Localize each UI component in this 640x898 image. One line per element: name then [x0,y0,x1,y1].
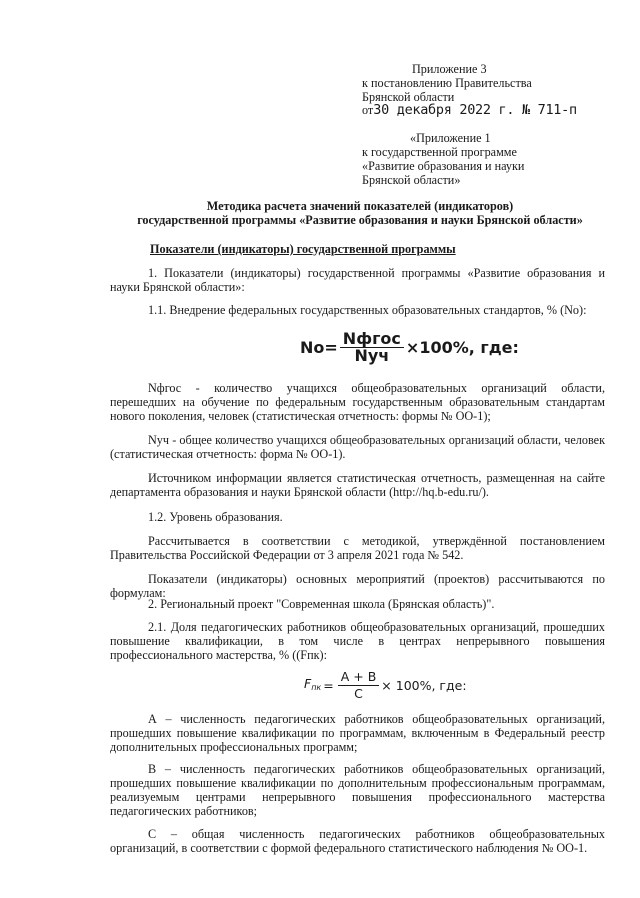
appendix1-line4: Брянской области» [362,173,461,187]
formula-fpk-numerator: A + B [338,670,380,686]
formula-fpk-lhs: $F_{пк}$ [304,675,322,692]
header-line-resolution: к постановлению Правительства [362,76,532,90]
formula-fpk-denominator: C [354,686,363,701]
doc-title-line2: государственной программы «Развитие образования и науки Брянской области» [137,213,583,227]
paragraph-nuch: Nуч - общее количество учащихся общеобразовательных организаций области, человек (статистическая отчетность: форма № ОО-1). [110,433,605,461]
paragraph-source: Источником информации является статистическая отчетность, размещенная на сайте департамента образования и науки Брянской области (http://hq.b-edu.ru/). [110,471,605,499]
appendix-number: Приложение 3 [412,62,487,76]
formula-fpk [304,670,467,701]
appendix1-title: «Приложение 1 [410,131,491,145]
formula-fpk-equals: = [323,677,334,693]
formula-fpk-rhs: × 100%, где: [381,677,467,693]
formula-no-numerator: Nфгос [340,332,404,348]
definition-b: В – численность педагогических работников общеобразовательных организаций, прошедших повышение квалификации по дополнительным профессиональным программам, реализуемым центрами непрерывного повышения профессионального мастерства педагогических работников; [110,762,605,818]
paragraph-1-1: 1.1. Внедрение федеральных государственных образовательных стандартов, % (No): [148,303,587,317]
section-heading: Показатели (индикаторы) государственной программы [150,242,456,256]
definition-c: С – общая численность педагогических работников общеобразовательных организаций, в соответствии с формой федерального статистического наблюдения № ОО-1. [110,827,605,855]
definition-a: А – численность педагогических работников общеобразовательных организаций, прошедших повышение квалификации по программам, включенным в Федеральный реестр дополнительных профессиональных программ; [110,712,605,754]
appendix1-line2: к государственной программе [362,145,517,159]
formula-no-fraction [340,329,404,365]
paragraph-1: 1. Показатели (индикаторы) государственной программы «Развитие образования и науки Брянской области»: [110,266,605,294]
paragraph-2: 2. Региональный проект "Современная школа (Брянская область)". [148,597,495,611]
header-line-region: Брянской области [362,90,455,104]
header-date-line [362,103,602,117]
paragraph-calc: Рассчитывается в соответствии с методикой, утверждённой постановлением Правительства Российской Федерации от 3 апреля 2021 года № 542. [110,534,605,562]
date-value: 30 декабря 2022 г. № 711-п [373,102,577,118]
doc-title-line1: Методика расчета значений показателей (индикаторов) [206,199,514,213]
formula-no-lhs: No= [300,337,338,357]
formula-no-rhs: ×100%, где: [405,337,519,357]
formula-no [300,329,519,365]
paragraph-indicators: Показатели (индикаторы) основных мероприятий (проектов) рассчитываются по формулам: [110,572,605,600]
date-prefix: от [362,103,374,117]
appendix1-line3: «Развитие образования и науки [362,159,525,173]
paragraph-2-1: 2.1. Доля педагогических работников общеобразовательных организаций, прошедших повышение квалификации, в том числе в центрах непрерывного повышения профессионального мастерства, % ((Fпк): [110,620,605,662]
paragraph-1-2: 1.2. Уровень образования. [148,510,283,524]
paragraph-nfgos: Nфгос - количество учащихся общеобразовательных организаций области, перешедших на обучение по федеральным государственным образовательным стандартам нового поколения, человек (статистическая отчетность: формы № ОО-1); [110,381,605,423]
formula-no-denominator: Nуч [354,346,390,365]
formula-fpk-fraction [338,670,380,701]
